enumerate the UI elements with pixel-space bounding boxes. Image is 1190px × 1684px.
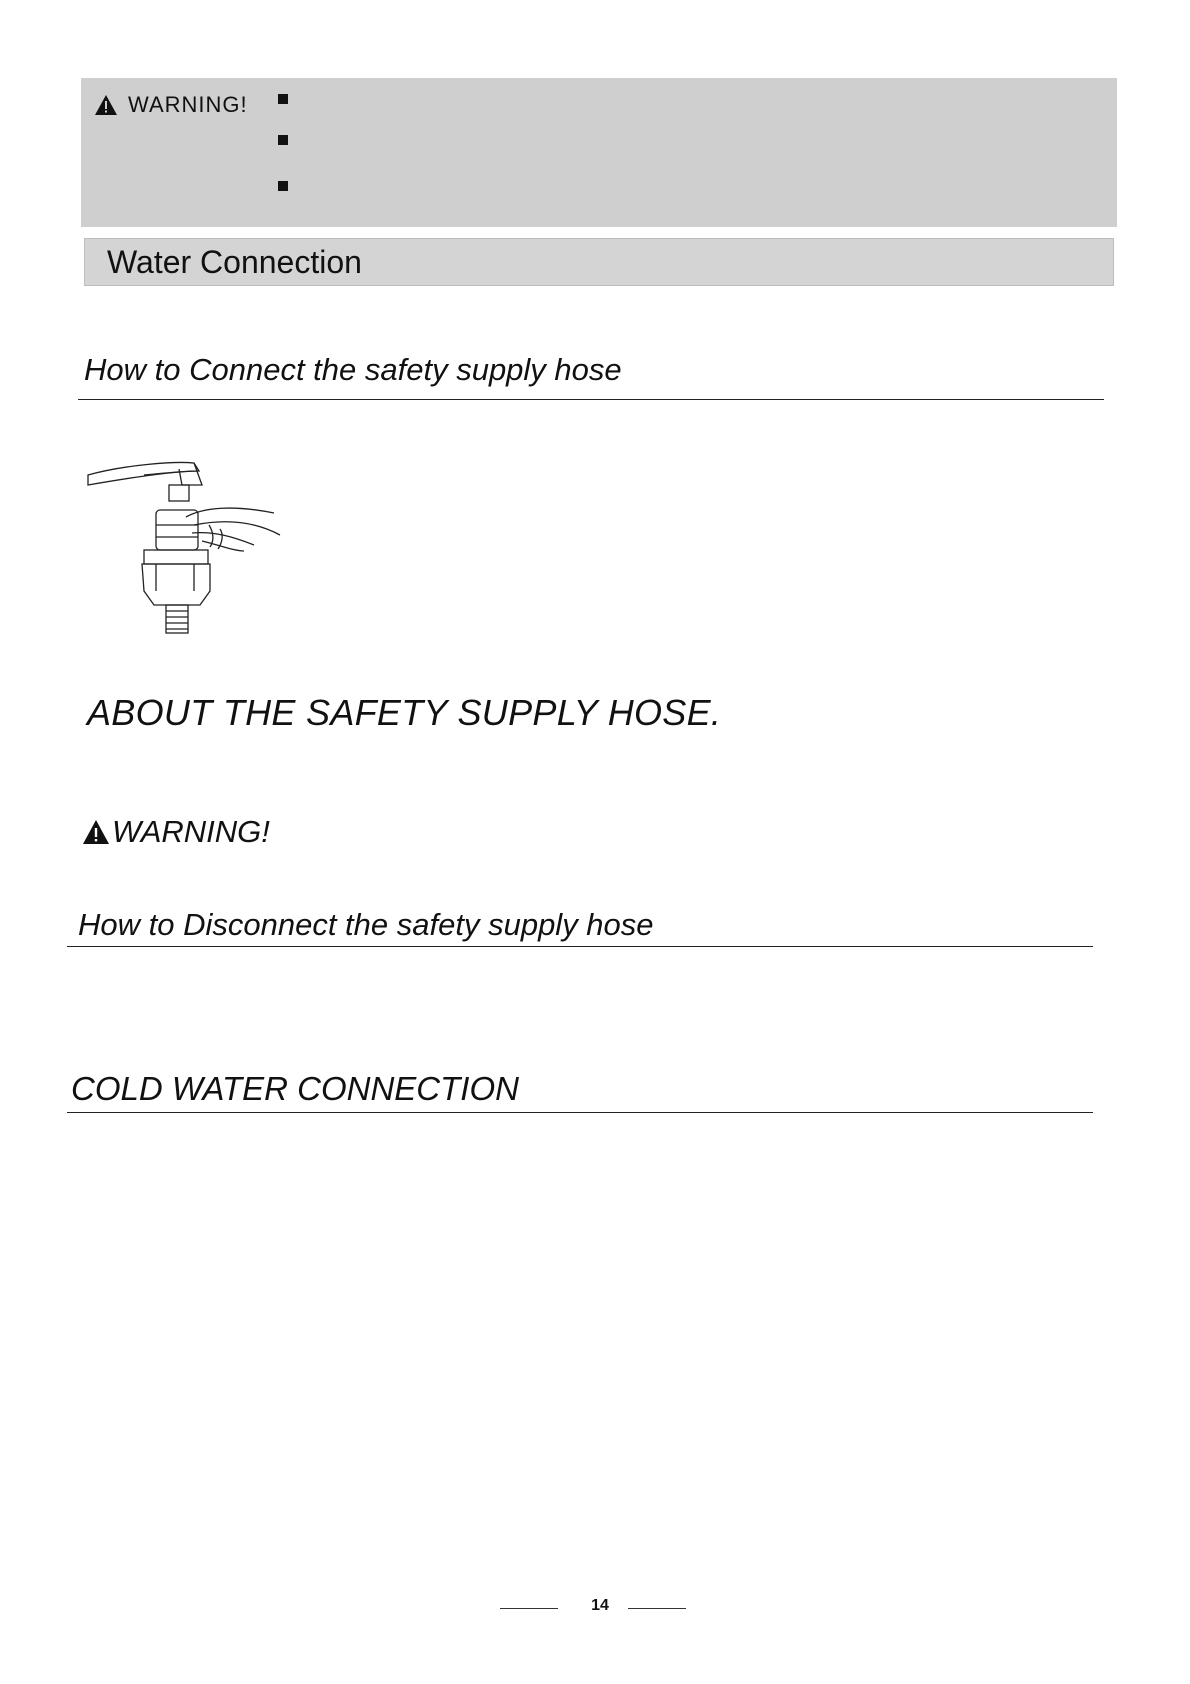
warning-header [94, 92, 248, 118]
warning-bullet [278, 135, 288, 145]
connect-heading: How to Connect the safety supply hose [84, 352, 622, 387]
disconnect-heading: How to Disconnect the safety supply hose [78, 907, 654, 942]
disconnect-rule [67, 946, 1093, 947]
page-number-rule-right [628, 1608, 686, 1609]
warning-inline-label: WARNING! [112, 814, 270, 849]
warning-triangle-icon [94, 94, 118, 116]
cold-water-rule [67, 1112, 1093, 1113]
warning-label: WARNING! [128, 92, 248, 117]
hose-connection-illustration [84, 455, 294, 635]
connect-rule [78, 399, 1104, 400]
warning-inline [82, 814, 270, 850]
page-number-rule-left [500, 1608, 558, 1609]
page-number: 14 [591, 1597, 609, 1614]
warning-bullet [278, 181, 288, 191]
cold-water-heading: COLD WATER CONNECTION [71, 1070, 519, 1107]
about-heading: ABOUT THE SAFETY SUPPLY HOSE. [87, 692, 722, 733]
warning-bullet [278, 94, 288, 104]
section-title: Water Connection [107, 244, 362, 280]
warning-triangle-icon [82, 819, 110, 845]
